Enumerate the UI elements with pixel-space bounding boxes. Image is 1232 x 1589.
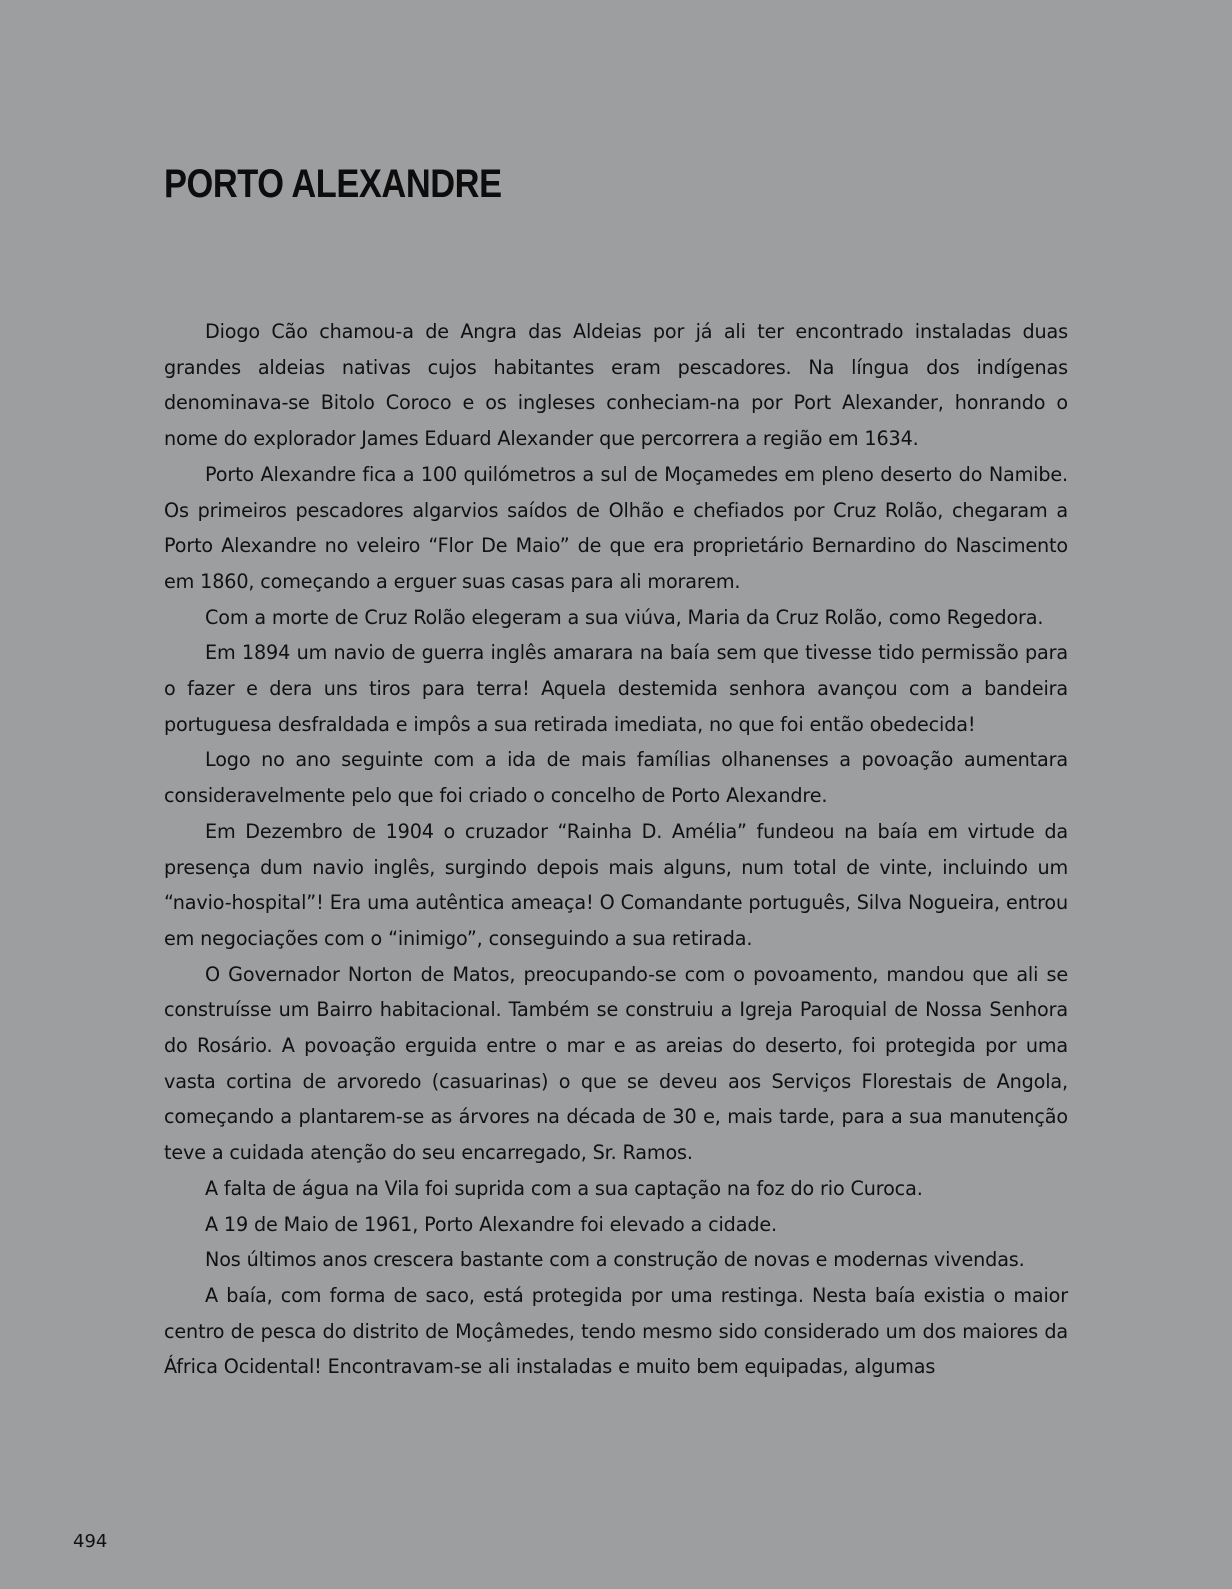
paragraph: O Governador Norton de Matos, preocupando-se com o povoamento, mandou que ali se construísse um Bairro habitacional. Também se construiu a Igreja Paroquial de Nossa Senhora do Rosário. A povoação erguida entre o mar e as areias do deserto, foi protegida por uma vasta cortina de arvoredo (casuarinas) o que se deveu aos Serviços Florestais de Angola, começando a plantarem-se as árvores na década de 30 e, mais tarde, para a sua manutenção teve a cuidada atenção do seu encarregado, Sr. Ramos. [164,962,1068,1165]
page-title: PORTO ALEXANDRE [164,162,502,206]
paragraph: A baía, com forma de saco, está protegida por uma restinga. Nesta baía existia o maior centro de pesca do distrito de Moçâmedes, tendo mesmo sido considerado um dos maiores da África Ocidental! Encontravam-se ali instaladas e muito bem equipadas, algumas [164,1283,1068,1379]
paragraph: Diogo Cão chamou-a de Angra das Aldeias por já ali ter encontrado instaladas duas grandes aldeias nativas cujos habitantes eram pescadores. Na língua dos indígenas denominava-se Bitolo Coroco e os ingleses conheciam-na por Port Alexander, honrando o nome do explorador James Eduard Alexander que percorrera a região em 1634. [164,320,1068,451]
page-number: 494 [73,1531,108,1552]
paragraph: Com a morte de Cruz Rolão elegeram a sua viúva, Maria da Cruz Rolão, como Regedora. [205,605,1044,629]
paragraph: Porto Alexandre fica a 100 quilómetros a sul de Moçamedes em pleno deserto do Namibe. Os primeiros pescadores algarvios saídos de Olhão e chefiados por Cruz Rolão, chegaram a Porto Alexandre no veleiro “Flor De Maio” de que era proprietário Bernardino do Nascimento em 1860, começando a erguer suas casas para ali morarem. [164,462,1068,593]
body-text [164,314,1068,1385]
paragraph: Em 1894 um navio de guerra inglês amarara na baía sem que tivesse tido permissão para o fazer e dera uns tiros para terra! Aquela destemida senhora avançou com a bandeira portuguesa desfraldada e impôs a sua retirada imediata, no que foi então obedecida! [164,641,1068,736]
paragraph: Logo no ano seguinte com a ida de mais famílias olhanenses a povoação aumentara consideravelmente pelo que foi criado o concelho de Porto Alexandre. [164,748,1068,808]
paragraph: A falta de água na Vila foi suprida com a sua captação na foz do rio Curoca. [205,1176,923,1200]
paragraph: A 19 de Maio de 1961, Porto Alexandre foi elevado a cidade. [205,1212,777,1236]
paragraph: Nos últimos anos crescera bastante com a construção de novas e modernas vivendas. [205,1248,1025,1272]
paragraph: Em Dezembro de 1904 o cruzador “Rainha D. Amélia” fundeou na baía em virtude da presença dum navio inglês, surgindo depois mais alguns, num total de vinte, incluindo um “navio-hospital”! Era uma autêntica ameaça! O Comandante português, Silva Nogueira, entrou em negociações com o “inimigo”, conseguindo a sua retirada. [164,819,1068,950]
